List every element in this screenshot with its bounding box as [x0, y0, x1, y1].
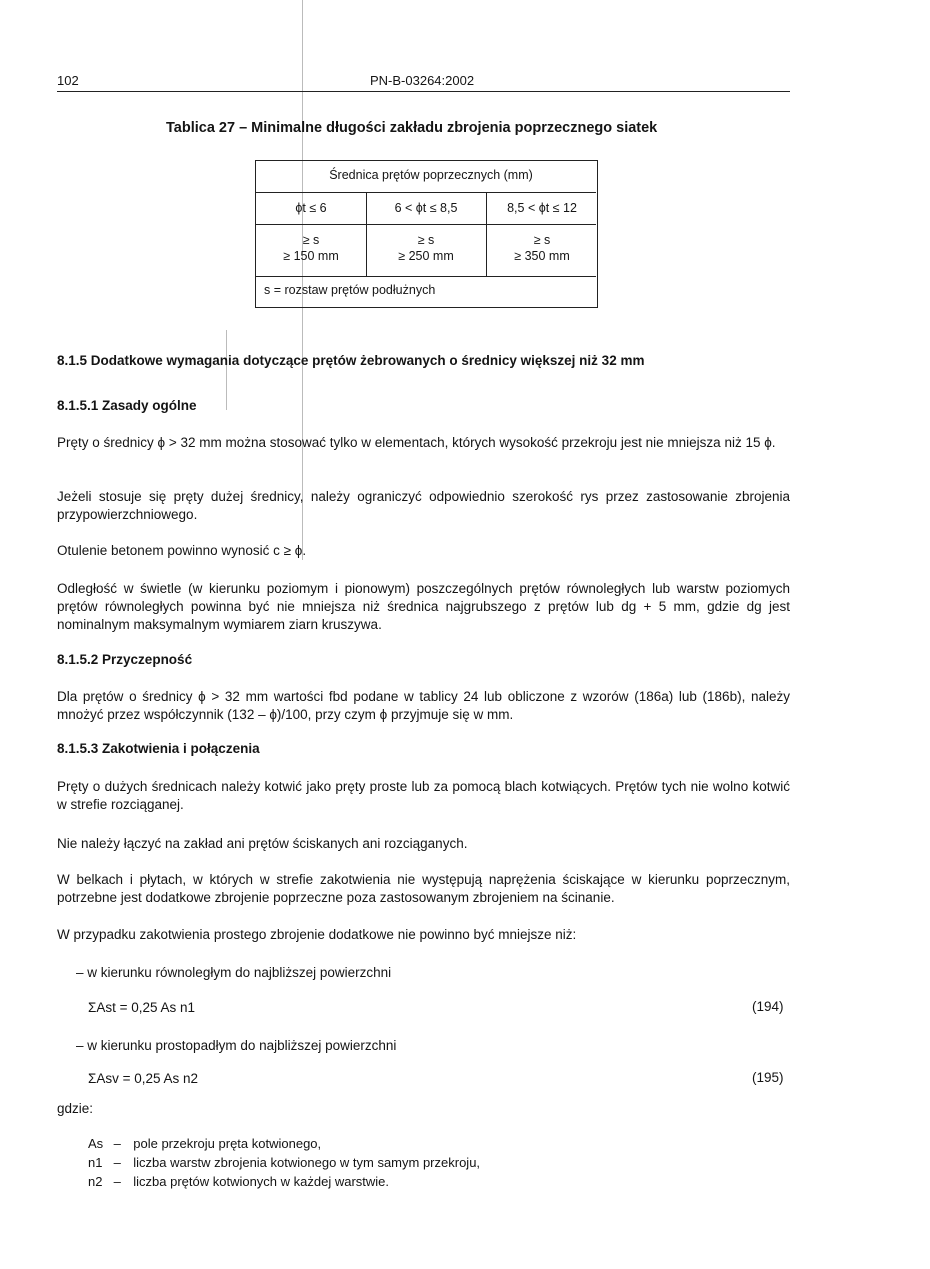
table-rule	[256, 224, 596, 225]
table-rule	[486, 192, 487, 276]
standard-code: PN-B-03264:2002	[370, 73, 475, 88]
paragraph: Dla prętów o średnicy ϕ > 32 mm wartości fbd podane w tablicy 24 lub obliczone z wzorów (186a) lub (186b), należy mnożyć przez współczynnik (132 – ϕ)/100, przy czym ϕ przyjmuje się w mm.	[57, 689, 790, 722]
table-col-3: 8,5 < ϕt ≤ 12	[507, 201, 577, 215]
table-rule	[256, 276, 596, 277]
heading-8-1-5-3: 8.1.5.3 Zakotwienia i połączenia	[57, 741, 260, 756]
equation-195: ΣAsv = 0,25 As n2	[88, 1071, 199, 1086]
table-footnote: s = rozstaw prętów podłużnych	[264, 283, 436, 297]
legend-row	[88, 1136, 321, 1151]
where-label: gdzie:	[57, 1101, 94, 1116]
paragraph: Pręty o dużych średnicach należy kotwić jako pręty proste lub za pomocą blach kotwiących. Prętów tych nie wolno kotwić w strefie rozciąganej.	[57, 779, 790, 812]
table-col-1: ϕt ≤ 6	[295, 201, 327, 215]
legend-symbol: n2	[88, 1174, 103, 1189]
legend-dash: –	[113, 1174, 121, 1189]
legend-desc: liczba prętów kotwionych w każdej warstwie.	[133, 1174, 390, 1189]
table-val-2-line1: ≥ s	[417, 233, 435, 247]
header-rule	[57, 91, 790, 92]
paragraph: Otulenie betonem powinno wynosić c ≥ ϕ.	[57, 543, 307, 558]
legend-symbol: n1	[88, 1155, 103, 1170]
equation-number: (194)	[752, 999, 784, 1014]
legend-desc: pole przekroju pręta kotwionego,	[133, 1136, 322, 1151]
list-item: – w kierunku prostopadłym do najbliższej powierzchni	[76, 1038, 397, 1053]
equation-194: ΣAst = 0,25 As n1	[88, 1000, 196, 1015]
legend-symbol: As	[88, 1136, 104, 1151]
paragraph: Nie należy łączyć na zakład ani prętów ściskanych ani rozciąganych.	[57, 836, 468, 851]
table-val-3-line1: ≥ s	[533, 233, 551, 247]
heading-8-1-5-2: 8.1.5.2 Przyczepność	[57, 652, 193, 667]
legend-row	[88, 1155, 480, 1170]
paragraph: W przypadku zakotwienia prostego zbrojenie dodatkowe nie powinno być mniejsze niż:	[57, 927, 577, 942]
table-header: Średnica prętów poprzecznych (mm)	[329, 168, 533, 182]
table-rule	[366, 192, 367, 276]
legend-dash: –	[113, 1155, 121, 1170]
table-col-2: 6 < ϕt ≤ 8,5	[394, 201, 458, 215]
table-val-2-line2: ≥ 250 mm	[398, 249, 454, 263]
table-val-3-line2: ≥ 350 mm	[514, 249, 570, 263]
legend-dash: –	[113, 1136, 121, 1151]
paragraph: Pręty o średnicy ϕ > 32 mm można stosować tylko w elementach, których wysokość przekroju jest nie mniejsza niż 15 ϕ.	[57, 435, 776, 450]
table-title: Tablica 27 – Minimalne długości zakładu zbrojenia poprzecznego siatek	[166, 120, 658, 136]
paragraph: Jeżeli stosuje się pręty dużej średnicy, należy ograniczyć odpowiednio szerokość rys przez zastosowanie zbrojenia przypowierzchniowego.	[57, 489, 790, 522]
legend-row	[88, 1174, 389, 1189]
heading-8-1-5: 8.1.5 Dodatkowe wymagania dotyczące prętów żebrowanych o średnicy większej niż 32 mm	[57, 353, 645, 368]
table-27	[255, 160, 598, 308]
paragraph: Odległość w świetle (w kierunku poziomym i pionowym) poszczególnych prętów równoległych lub warstw poziomych prętów równoległych powinna być nie mniejsza niż średnica najgrubszego z prętów lub dg + 5 mm, gdzie dg jest nominalnym maksymalnym wymiarem ziarn kruszywa.	[57, 581, 790, 632]
legend-desc: liczba warstw zbrojenia kotwionego w tym samym przekroju,	[133, 1155, 481, 1170]
table-rule	[256, 192, 596, 193]
equation-number: (195)	[752, 1070, 784, 1085]
page-number: 102	[57, 73, 79, 88]
heading-8-1-5-1: 8.1.5.1 Zasady ogólne	[57, 398, 197, 413]
paragraph: W belkach i płytach, w których w strefie zakotwienia nie występują naprężenia ściskające w kierunku poprzecznym, potrzebne jest dodatkowe zbrojenie poprzeczne poza zastosowanym zbrojeniem na ścinanie.	[57, 872, 790, 905]
table-val-1-line1: ≥ s	[302, 233, 320, 247]
scan-line-artifact	[226, 330, 227, 410]
list-item: – w kierunku równoległym do najbliższej powierzchni	[76, 965, 392, 980]
table-val-1-line2: ≥ 150 mm	[283, 249, 339, 263]
